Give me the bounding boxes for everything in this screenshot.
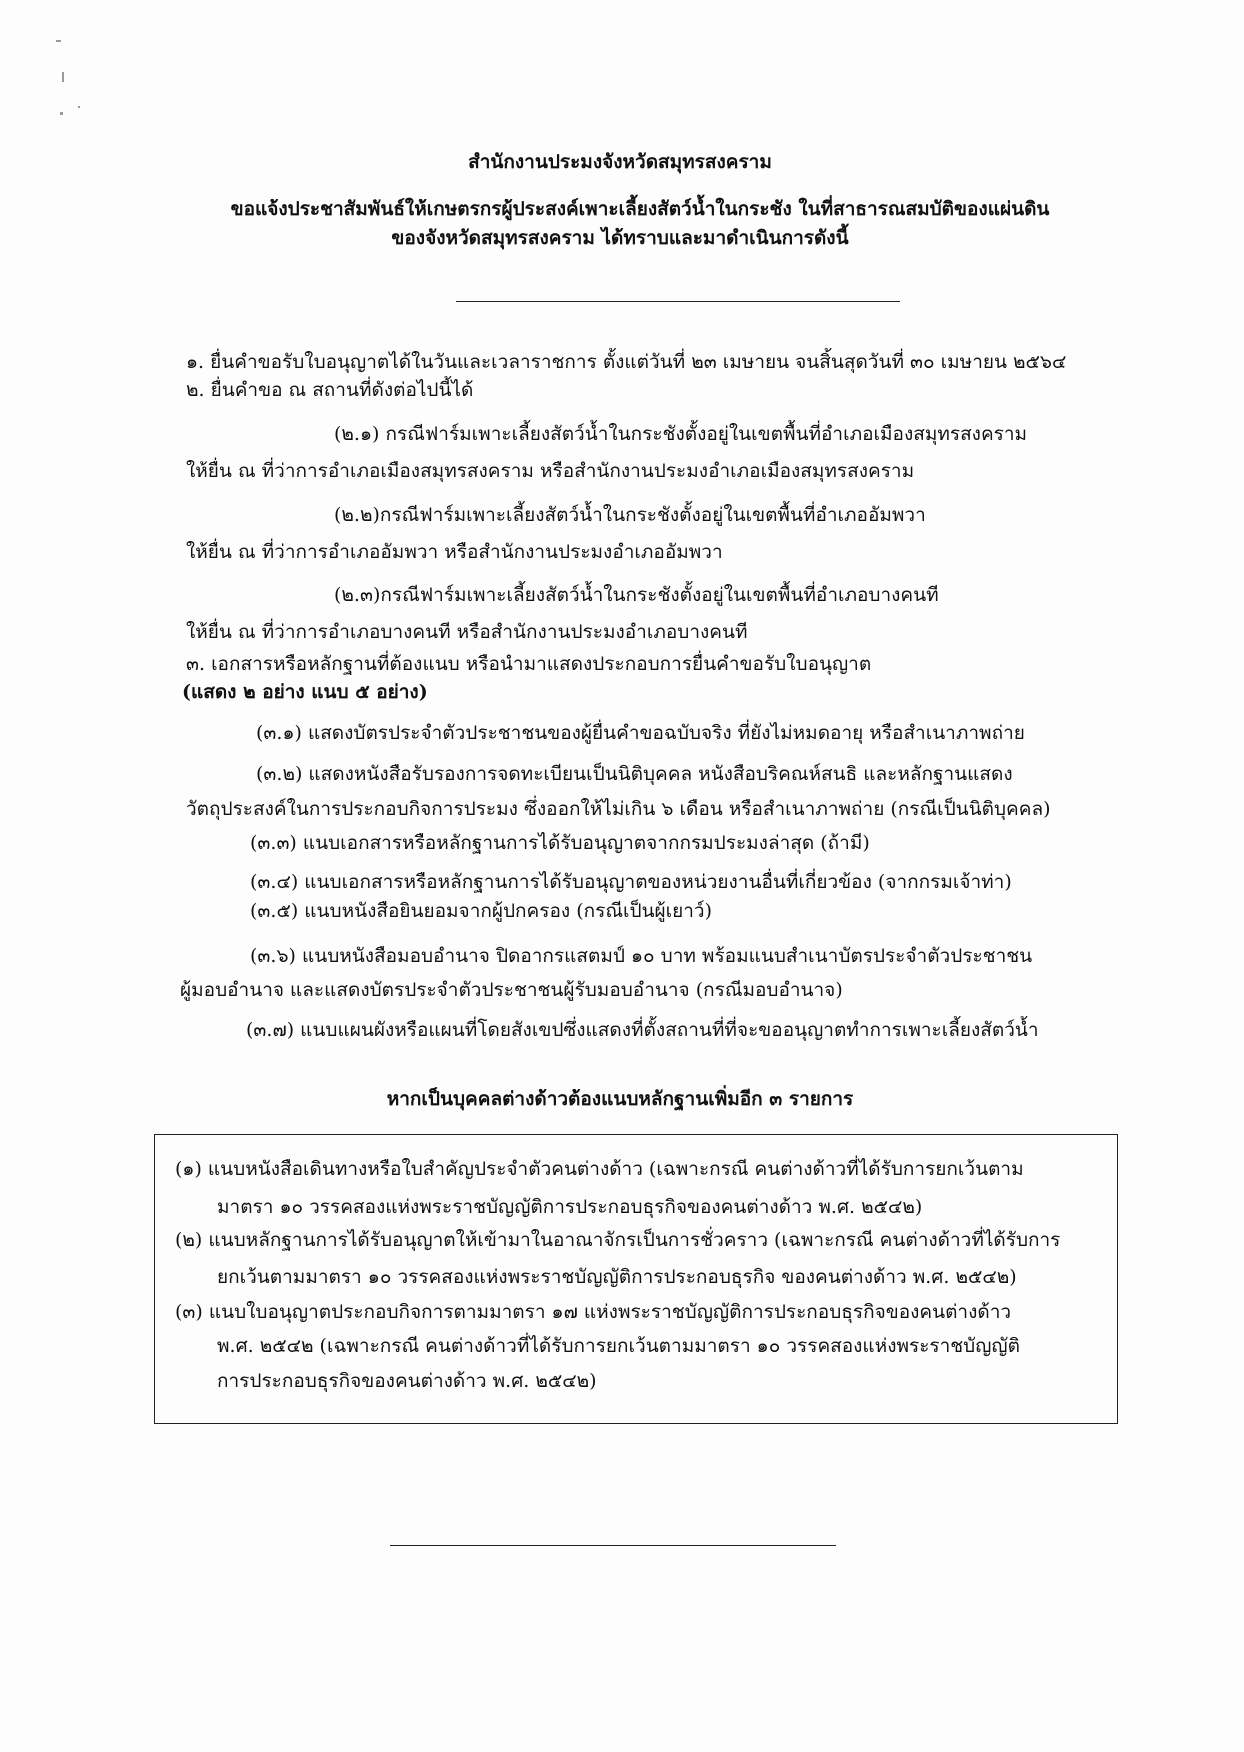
item-3-2-line-1: (๓.๒) แสดงหนังสือรับรองการจดทะเบียนเป็นนิติบุคคล หนังสือบริคณห์สนธิ และหลักฐานแสดง bbox=[256, 763, 1013, 785]
foreign-item-3-line-2: พ.ศ. ๒๕๔๒ (เฉพาะกรณี คนต่างด้าวที่ได้รับการยกเว้นตามมาตรา ๑๐ วรรคสองแห่งพระราชบัญญัติ bbox=[217, 1335, 1020, 1357]
scan-mark bbox=[62, 72, 64, 82]
footer-divider bbox=[390, 1545, 836, 1546]
item-2-3-line-1: (๒.๓)กรณีฟาร์มเพาะเลี้ยงสัตว์น้ำในกระชังตั้งอยู่ในเขตพื้นที่อำเภอบางคนที bbox=[334, 584, 939, 606]
scan-mark bbox=[56, 40, 61, 42]
scan-mark bbox=[78, 106, 80, 108]
foreign-item-1-line-2: มาตรา ๑๐ วรรคสองแห่งพระราชบัญญัติการประกอบธุรกิจของคนต่างด้าว พ.ศ. ๒๕๔๒) bbox=[217, 1196, 923, 1218]
item-3: ๓. เอกสารหรือหลักฐานที่ต้องแนบ หรือนำมาแสดงประกอบการยื่นคำขอรับใบอนุญาต bbox=[186, 653, 872, 675]
item-2-3-line-2: ให้ยื่น ณ ที่ว่าการอำเภอบางคนที หรือสำนักงานประมงอำเภอบางคนที bbox=[186, 621, 748, 643]
header-line-3: ของจังหวัดสมุทรสงคราม ได้ทราบและมาดำเนินการดังนี้ bbox=[391, 227, 849, 249]
item-1: ๑. ยื่นคำขอรับใบอนุญาตได้ในวันและเวลาราชการ ตั้งแต่วันที่ ๒๓ เมษายน จนสิ้นสุดวันที่ ๓๐ เมษายน ๒๕๖๔ bbox=[186, 351, 1067, 373]
foreign-heading: หากเป็นบุคคลต่างด้าวต้องแนบหลักฐานเพิ่มอีก ๓ รายการ bbox=[386, 1088, 854, 1110]
item-3-7: (๓.๗) แนบแผนผังหรือแผนที่โดยสังเขปซึ่งแสดงที่ตั้งสถานที่ที่จะขออนุญาตทำการเพาะเลี้ยงสัตว์น้ำ bbox=[246, 1019, 1039, 1041]
item-2-1-line-2: ให้ยื่น ณ ที่ว่าการอำเภอเมืองสมุทรสงคราม หรือสำนักงานประมงอำเภอเมืองสมุทรสงคราม bbox=[186, 460, 915, 482]
item-3-4: (๓.๔) แนบเอกสารหรือหลักฐานการได้รับอนุญาตของหน่วยงานอื่นที่เกี่ยวข้อง (จากกรมเจ้าท่า) bbox=[250, 871, 1012, 893]
item-2-1-line-1: (๒.๑) กรณีฟาร์มเพาะเลี้ยงสัตว์น้ำในกระชังตั้งอยู่ในเขตพื้นที่อำเภอเมืองสมุทรสงคราม bbox=[334, 423, 1028, 445]
foreign-item-3-line-1: (๓) แนบใบอนุญาตประกอบกิจการตามมาตรา ๑๗ แห่งพระราชบัญญัติการประกอบธุรกิจของคนต่างด้าว bbox=[175, 1301, 1012, 1323]
foreign-item-3-line-3: การประกอบธุรกิจของคนต่างด้าว พ.ศ. ๒๕๔๒) bbox=[217, 1370, 597, 1392]
header-line-2: ขอแจ้งประชาสัมพันธ์ให้เกษตรกรผู้ประสงค์เพาะเลี้ยงสัตว์น้ำในกระชัง ในที่สาธารณสมบัติของแผ่นดิน bbox=[230, 198, 1050, 220]
item-2-2-line-2: ให้ยื่น ณ ที่ว่าการอำเภออัมพวา หรือสำนักงานประมงอำเภออัมพวา bbox=[186, 541, 723, 563]
scan-mark bbox=[60, 112, 63, 115]
item-2-2-line-1: (๒.๒)กรณีฟาร์มเพาะเลี้ยงสัตว์น้ำในกระชังตั้งอยู่ในเขตพื้นที่อำเภออัมพวา bbox=[334, 504, 926, 526]
foreign-item-1-line-1: (๑) แนบหนังสือเดินทางหรือใบสำคัญประจำตัวคนต่างด้าว (เฉพาะกรณี คนต่างด้าวที่ได้รับการยกเว้นตาม bbox=[175, 1158, 1024, 1180]
header-divider bbox=[456, 301, 900, 302]
item-3-6-line-1: (๓.๖) แนบหนังสือมอบอำนาจ ปิดอากรแสตมป์ ๑๐ บาท พร้อมแนบสำเนาบัตรประจำตัวประชาชน bbox=[250, 945, 1033, 967]
item-2: ๒. ยื่นคำขอ ณ สถานที่ดังต่อไปนี้ได้ bbox=[186, 379, 474, 401]
foreign-item-2-line-2: ยกเว้นตามมาตรา ๑๐ วรรคสองแห่งพระราชบัญญัติการประกอบธุรกิจ ของคนต่างด้าว พ.ศ. ๒๕๔๒) bbox=[217, 1266, 1017, 1288]
item-3-3: (๓.๓) แนบเอกสารหรือหลักฐานการได้รับอนุญาตจากกรมประมงล่าสุด (ถ้ามี) bbox=[250, 832, 870, 854]
item-3-5: (๓.๕) แนบหนังสือยินยอมจากผู้ปกครอง (กรณีเป็นผู้เยาว์) bbox=[250, 900, 713, 922]
item-3-1: (๓.๑) แสดงบัตรประจำตัวประชาชนของผู้ยื่นคำขอฉบับจริง ที่ยังไม่หมดอายุ หรือสำเนาภาพถ่าย bbox=[256, 722, 1025, 744]
header-line-1: สำนักงานประมงจังหวัดสมุทรสงคราม bbox=[468, 151, 772, 173]
item-3-note: (แสดง ๒ อย่าง แนบ ๕ อย่าง) bbox=[182, 681, 428, 703]
item-3-2-line-2: วัตถุประสงค์ในการประกอบกิจการประมง ซึ่งออกให้ไม่เกิน ๖ เดือน หรือสำเนาภาพถ่าย (กรณีเป็นนิติบุคคล) bbox=[186, 798, 1051, 820]
item-3-6-line-2: ผู้มอบอำนาจ และแสดงบัตรประจำตัวประชาชนผู้รับมอบอำนาจ (กรณีมอบอำนาจ) bbox=[180, 979, 843, 1001]
foreign-item-2-line-1: (๒) แนบหลักฐานการได้รับอนุญาตให้เข้ามาในอาณาจักรเป็นการชั่วคราว (เฉพาะกรณี คนต่างด้าวที่ได้รับการ bbox=[175, 1229, 1061, 1251]
foreign-requirements-box bbox=[154, 1134, 1118, 1424]
